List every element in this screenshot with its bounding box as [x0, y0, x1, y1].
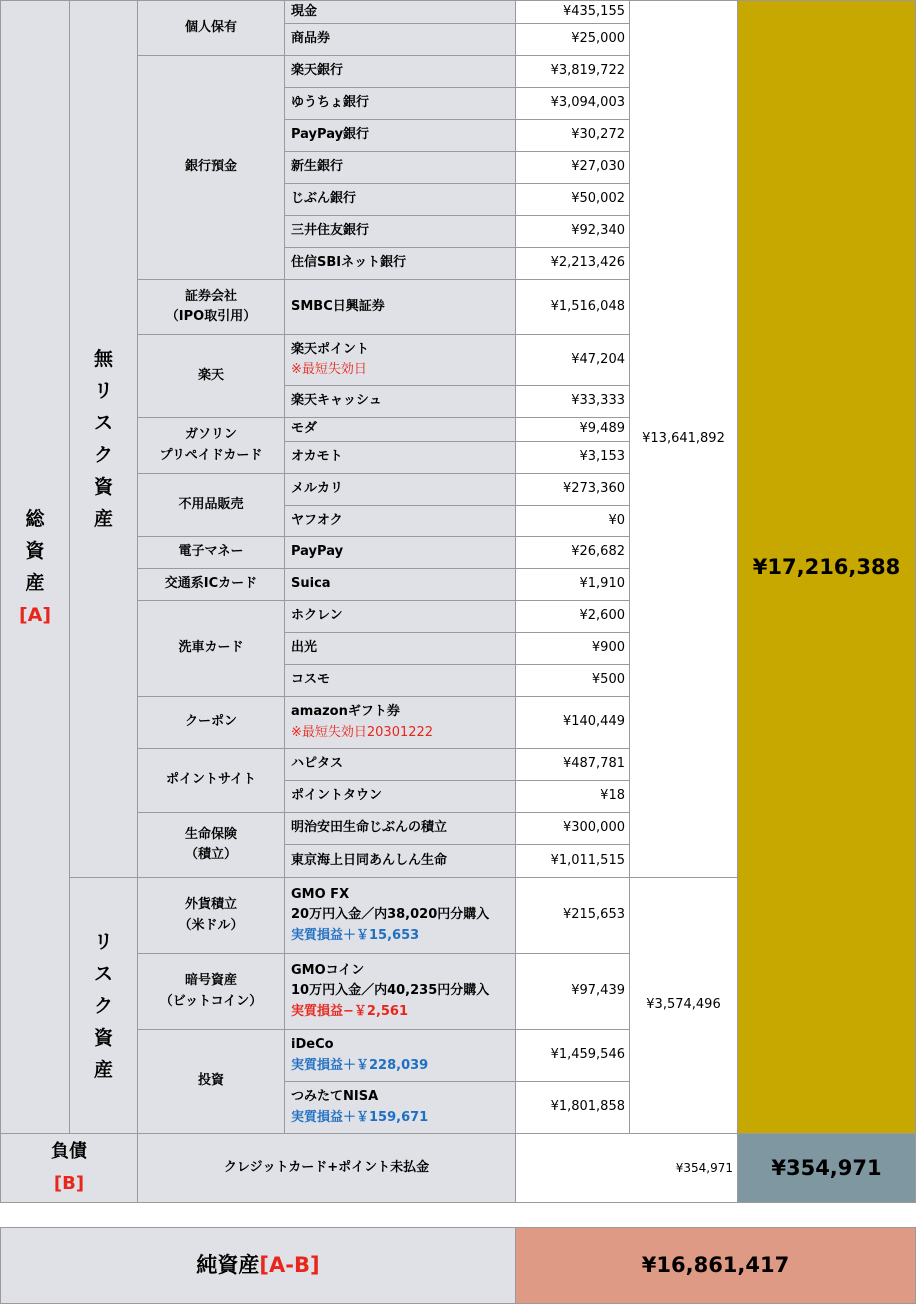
item-name: [284, 568, 516, 601]
total-assets-tag: [A]: [18, 604, 52, 626]
value-text: ¥300,000: [562, 820, 625, 836]
item-name: [284, 119, 516, 152]
label-char: 産: [25, 572, 45, 594]
item-label: 東京海上日同あんしん生命: [291, 852, 448, 868]
item-label: 出光: [291, 640, 318, 656]
item-value: [515, 279, 630, 335]
item-label: じぶん銀行: [291, 191, 357, 207]
item-value: [515, 334, 630, 386]
value-text: ¥1,011,515: [550, 852, 625, 868]
item-label: iDeCo: [291, 1037, 334, 1053]
item-label: ホクレン: [291, 608, 343, 624]
item-value: [515, 696, 630, 749]
label-char: ク: [93, 444, 113, 466]
expiry-note: ※最短失効日: [291, 362, 367, 377]
label-char: リ: [93, 380, 113, 402]
net-assets-label-text: 純資産: [196, 1253, 260, 1278]
category-emoney: [137, 536, 285, 569]
pnl-text: 実質損益＋￥228,039: [291, 1057, 429, 1073]
value-text: ¥3,819,722: [550, 63, 625, 79]
item-value: [515, 1081, 630, 1134]
liabilities-label: [0, 1133, 138, 1203]
item-name: [284, 536, 516, 569]
value-text: ¥3,153: [579, 449, 625, 465]
liabilities-item: [137, 1133, 516, 1203]
category-label: ガソリン: [184, 427, 237, 443]
category-label: （IPO取引用）: [165, 309, 257, 324]
item-detail: 10万円入金／内40,235円分購入: [291, 983, 490, 999]
liabilities-item-text: クレジットカード+ポイント未払金: [223, 1159, 430, 1175]
value-text: ¥30,272: [571, 127, 625, 143]
item-label: 明治安田生命じぶんの積立: [291, 820, 448, 836]
value-text: ¥2,213,426: [550, 255, 625, 271]
total-value-text: ¥17,216,388: [752, 554, 901, 579]
liabilities-value: [515, 1133, 738, 1203]
item-value: [515, 664, 630, 697]
item-name: [284, 1081, 516, 1134]
item-name: [284, 505, 516, 537]
category-label: 外貨積立: [184, 897, 237, 913]
value-text: ¥26,682: [571, 544, 625, 560]
item-value: [515, 600, 630, 633]
category-label: プリペイドカード: [159, 447, 263, 463]
category-securities: [137, 279, 285, 335]
value-text: ¥435,155: [562, 3, 625, 19]
label-char: 産: [93, 1058, 113, 1081]
value-text: ¥33,333: [571, 393, 625, 409]
value-text: ¥50,002: [571, 191, 625, 207]
item-label: 商品券: [291, 31, 331, 47]
item-name: [284, 151, 516, 184]
net-value-text: ¥16,861,417: [641, 1253, 790, 1278]
item-value: [515, 812, 630, 845]
category-label: ポイントサイト: [165, 772, 257, 788]
item-value: [515, 568, 630, 601]
item-label: Suica: [291, 576, 331, 592]
item-name: [284, 215, 516, 248]
category-label: （ビットコイン）: [159, 993, 263, 1009]
item-name: [284, 812, 516, 845]
value-text: ¥47,204: [571, 351, 625, 367]
value-text: ¥487,781: [562, 756, 625, 772]
item-name: [284, 0, 516, 24]
category-label: （積立）: [184, 847, 237, 862]
item-value: [515, 536, 630, 569]
item-label: 三井住友銀行: [291, 223, 370, 239]
item-value: [515, 780, 630, 813]
category-transit: [137, 568, 285, 601]
item-label: つみたてNISA: [291, 1089, 379, 1105]
label-char: 無: [93, 348, 113, 370]
item-label: コスモ: [291, 672, 331, 688]
label-char: ス: [93, 412, 113, 434]
item-label: ヤフオク: [291, 512, 343, 528]
item-label: GMO FX: [291, 887, 350, 903]
liabilities-total: [737, 1133, 916, 1203]
item-label: amazonギフト券: [291, 704, 400, 720]
item-value: [515, 215, 630, 248]
category-label: 交通系ICカード: [164, 576, 258, 592]
item-value: [515, 844, 630, 878]
item-value: [515, 87, 630, 120]
item-value: [515, 55, 630, 88]
net-assets-tag: [A-B]: [259, 1253, 320, 1278]
value-text: ¥1,459,546: [550, 1047, 625, 1063]
label-char: 総: [25, 508, 45, 530]
liabilities-tag: [B]: [53, 1173, 85, 1194]
category-label: 電子マネー: [178, 544, 244, 560]
item-label: GMOコイン: [291, 963, 365, 979]
category-personal: [137, 0, 285, 56]
net-assets-label: [0, 1227, 516, 1304]
value-text: ¥273,360: [562, 481, 625, 497]
category-gasoline: [137, 417, 285, 474]
value-text: ¥2,600: [579, 608, 625, 624]
item-name: [284, 87, 516, 120]
risky-assets-label: [69, 877, 138, 1134]
item-name: [284, 473, 516, 506]
item-name: [284, 877, 516, 954]
item-name: [284, 632, 516, 665]
label-char: ス: [93, 962, 113, 985]
item-value: [515, 119, 630, 152]
value-text: ¥92,340: [571, 223, 625, 239]
item-value: [515, 632, 630, 665]
item-value: [515, 23, 630, 56]
category-carwash: [137, 600, 285, 697]
category-label: 楽天: [197, 367, 224, 383]
item-value: [515, 151, 630, 184]
item-name: [284, 696, 516, 749]
item-name: [284, 23, 516, 56]
value-text: ¥25,000: [571, 31, 625, 47]
item-label: ハピタス: [291, 756, 344, 772]
item-label: PayPay: [291, 544, 344, 560]
item-value: [515, 385, 630, 418]
item-name: [284, 441, 516, 474]
value-text: ¥18: [600, 788, 625, 804]
item-value: [515, 247, 630, 280]
item-label: ゆうちょ銀行: [291, 95, 370, 111]
item-detail: 20万円入金／内38,020円分購入: [291, 907, 490, 923]
item-name: [284, 844, 516, 878]
subtotal-text: ¥13,641,892: [642, 430, 725, 446]
total-assets-label: [0, 0, 70, 1134]
subtotal-text: ¥3,574,496: [646, 997, 721, 1013]
value-text: ¥0: [608, 512, 625, 528]
label-char: ク: [93, 994, 113, 1017]
item-label: 住信SBIネット銀行: [291, 255, 407, 271]
liabilities-label-text: 負債: [51, 1141, 87, 1162]
item-label: 現金: [291, 3, 318, 19]
expiry-note: ※最短失効日20301222: [291, 724, 434, 740]
value-text: ¥97,439: [571, 983, 625, 999]
total-assets-value: [737, 0, 916, 1134]
pnl-text: 実質損益−￥2,561: [291, 1003, 409, 1019]
value-text: ¥500: [591, 672, 625, 688]
item-name: [284, 1029, 516, 1082]
risky-subtotal: [629, 877, 738, 1134]
value-text: ¥3,094,003: [550, 95, 625, 111]
item-value: [515, 473, 630, 506]
label-char: リ: [93, 930, 113, 953]
category-pointsite: [137, 748, 285, 813]
total-value-text: ¥354,971: [771, 1155, 882, 1180]
category-label: （米ドル）: [178, 917, 244, 933]
category-label: 銀行預金: [184, 159, 237, 175]
net-assets-value: [515, 1227, 916, 1304]
value-text: ¥1,801,858: [550, 1099, 625, 1115]
category-crypto: [137, 953, 285, 1030]
category-resale: [137, 473, 285, 537]
category-rakuten: [137, 334, 285, 418]
item-label: 楽天キャッシュ: [291, 393, 382, 409]
riskless-subtotal: [629, 0, 738, 878]
item-value: [515, 183, 630, 216]
category-label: 個人保有: [184, 19, 237, 35]
item-name: [284, 55, 516, 88]
item-value: [515, 0, 630, 24]
item-label: SMBC日興証券: [291, 298, 385, 314]
label-char: 資: [93, 1026, 113, 1049]
item-label: PayPay銀行: [291, 127, 370, 143]
item-name: [284, 385, 516, 418]
item-name: [284, 780, 516, 813]
value-text: ¥900: [591, 640, 625, 656]
value-text: ¥1,516,048: [550, 298, 625, 314]
value-text: ¥140,449: [562, 714, 625, 730]
item-name: [284, 334, 516, 386]
item-label: 新生銀行: [291, 159, 344, 175]
item-label: ポイントタウン: [291, 788, 383, 804]
item-value: [515, 441, 630, 474]
item-name: [284, 247, 516, 280]
item-value: [515, 877, 630, 954]
item-name: [284, 600, 516, 633]
item-value: [515, 505, 630, 537]
category-fx: [137, 877, 285, 954]
category-coupon: [137, 696, 285, 749]
item-name: [284, 748, 516, 781]
item-value: [515, 1029, 630, 1082]
riskless-assets-label: [69, 0, 138, 878]
label-char: 産: [93, 508, 113, 530]
item-value: [515, 417, 630, 442]
label-char: 資: [25, 540, 45, 562]
item-value: [515, 953, 630, 1030]
item-label: 楽天ポイント: [291, 341, 370, 357]
value-text: ¥27,030: [571, 159, 625, 175]
category-insurance: [137, 812, 285, 878]
value-text: ¥215,653: [562, 907, 625, 923]
item-label: モダ: [291, 421, 318, 437]
label-char: 資: [93, 476, 113, 498]
category-label: 投資: [197, 1073, 224, 1089]
value-text: ¥9,489: [579, 421, 625, 437]
value-text: ¥1,910: [579, 576, 625, 592]
category-label: 暗号資産: [184, 973, 237, 989]
item-label: オカモト: [291, 449, 343, 465]
item-name: [284, 279, 516, 335]
category-label: 洗車カード: [178, 640, 244, 656]
category-invest: [137, 1029, 285, 1134]
item-name: [284, 417, 516, 442]
item-label: 楽天銀行: [291, 63, 344, 79]
pnl-text: 実質損益＋￥15,653: [291, 927, 420, 943]
category-label: クーポン: [184, 714, 237, 730]
item-name: [284, 183, 516, 216]
item-value: [515, 748, 630, 781]
item-label: メルカリ: [291, 481, 344, 497]
pnl-text: 実質損益＋￥159,671: [291, 1109, 429, 1125]
category-label: 不用品販売: [178, 496, 244, 512]
category-label: 生命保険: [184, 826, 237, 842]
item-name: [284, 664, 516, 697]
category-bank: [137, 55, 285, 280]
value-text: ¥354,971: [675, 1160, 733, 1175]
item-name: [284, 953, 516, 1030]
category-label: 証券会社: [184, 288, 237, 304]
